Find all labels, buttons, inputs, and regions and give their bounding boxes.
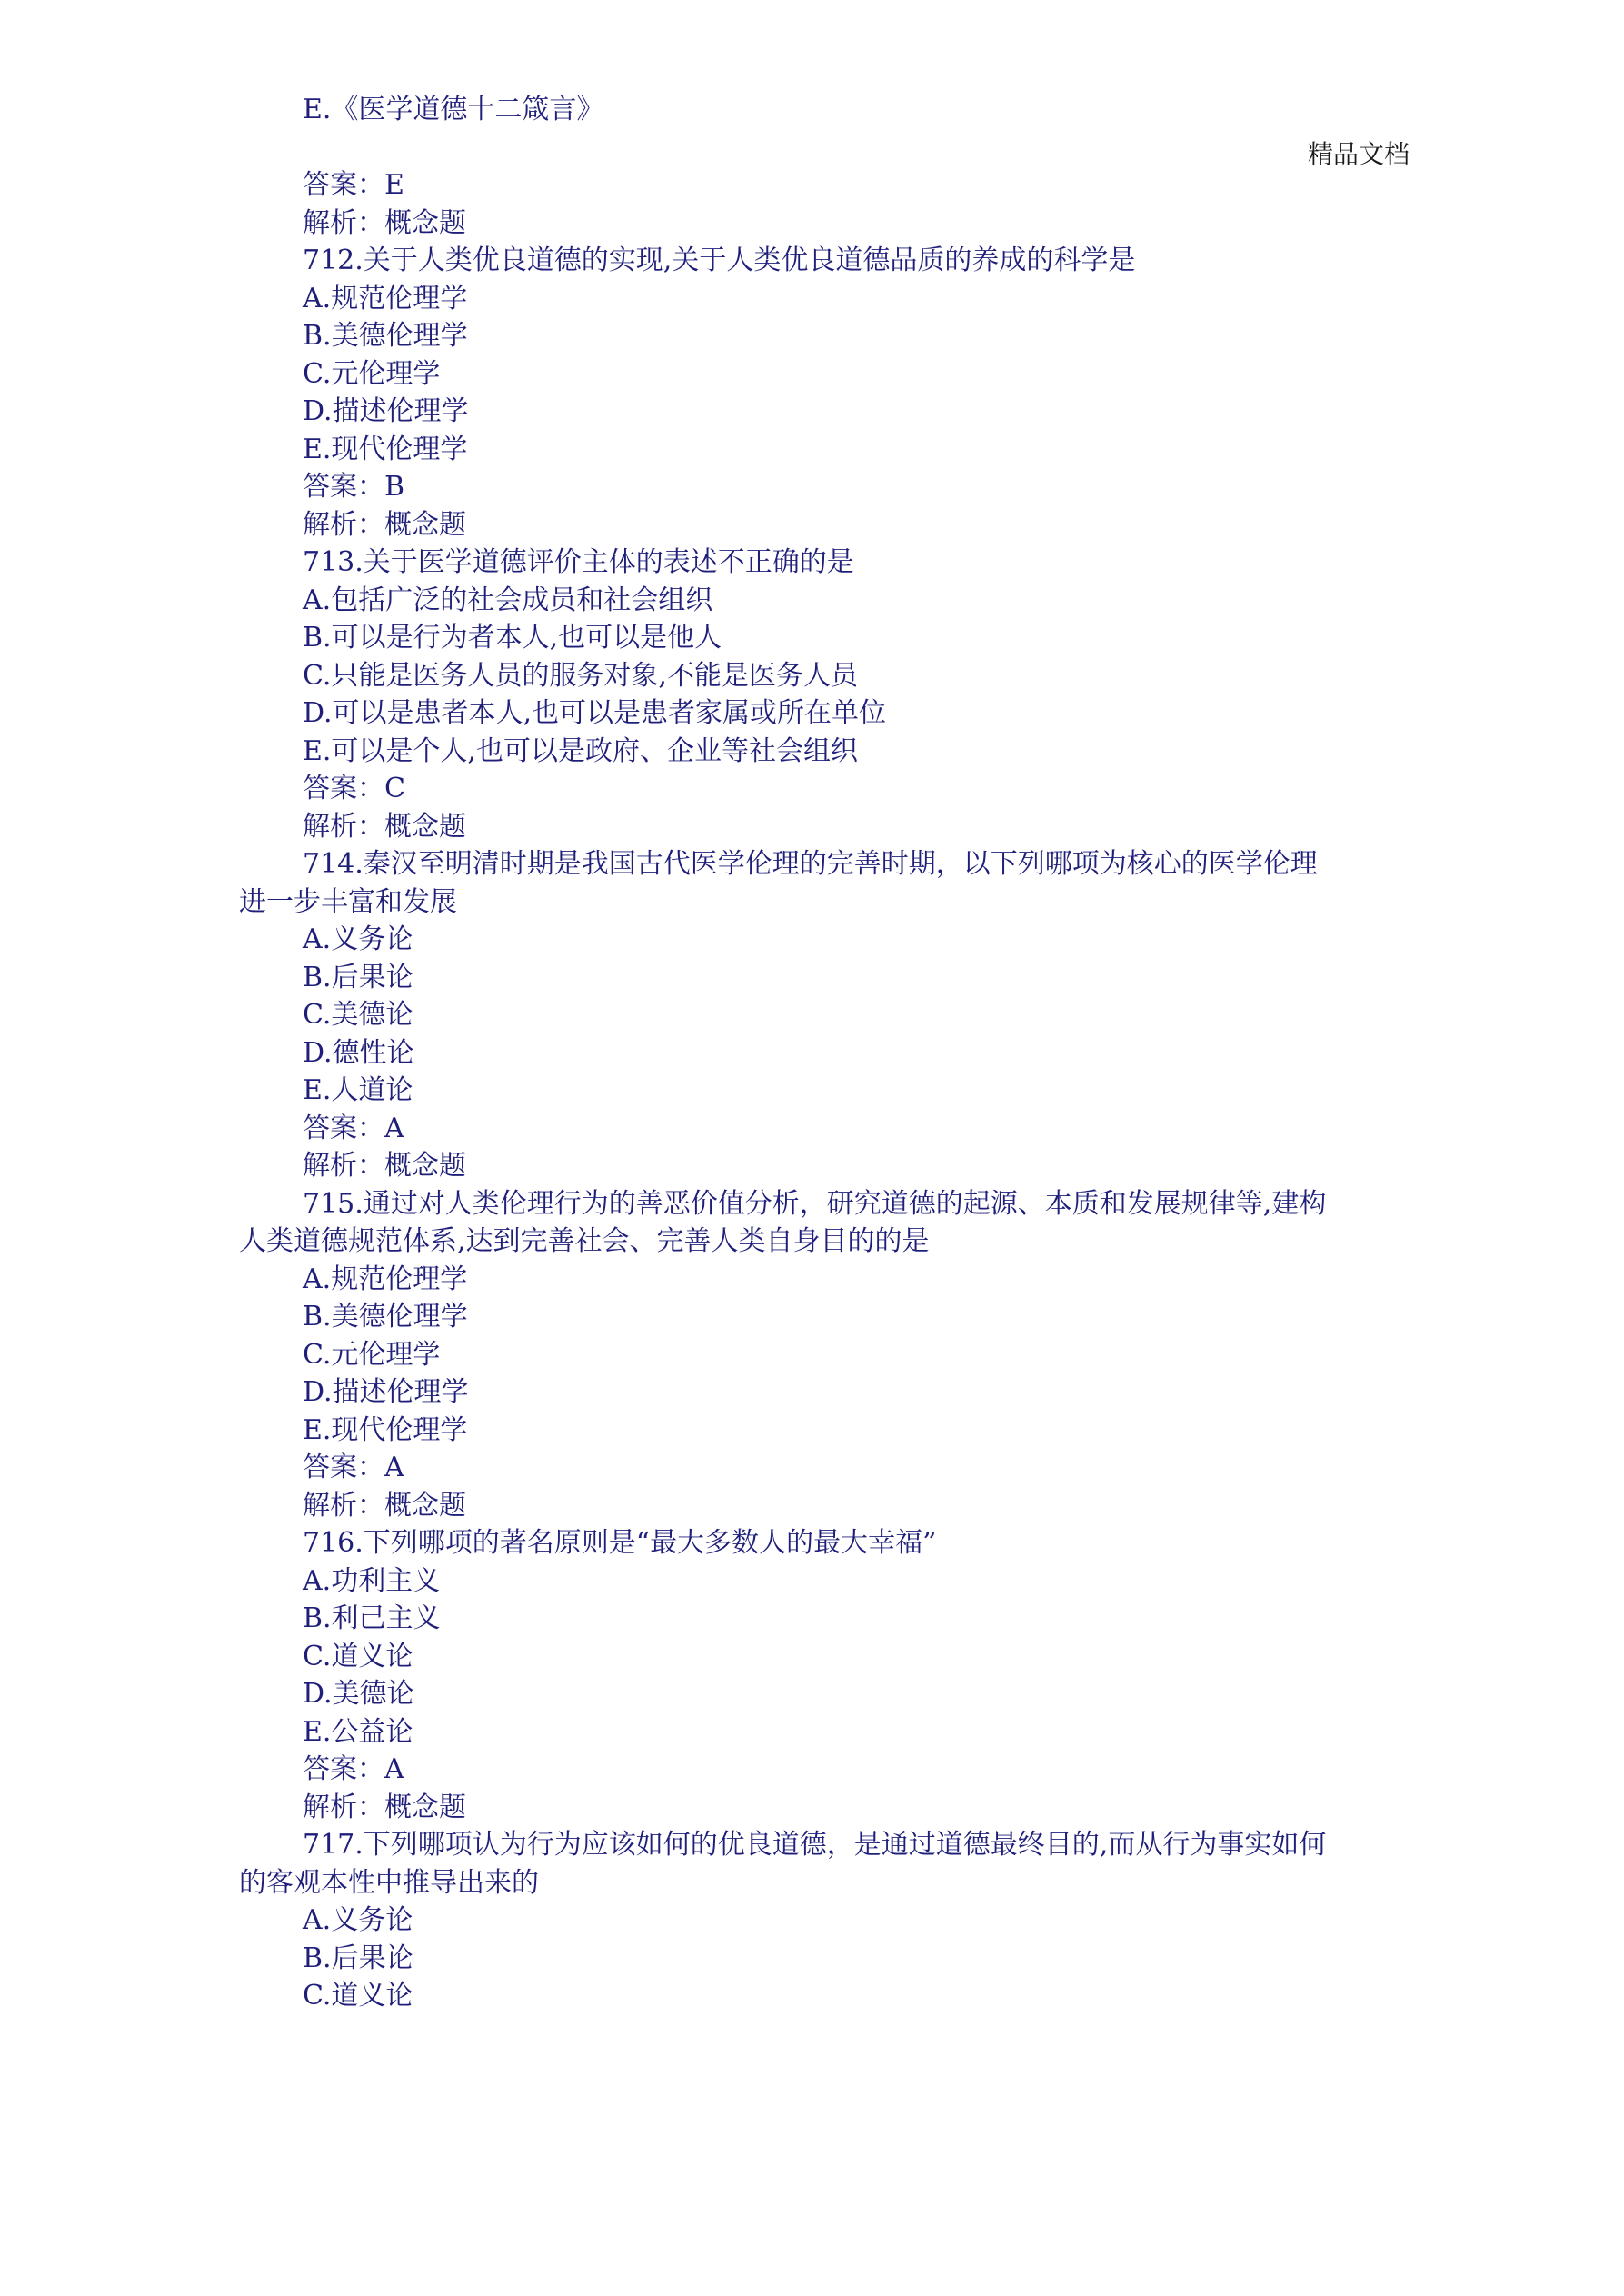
text-line: E.《医学道德十二箴言》 xyxy=(303,94,604,125)
text-line: 答案：A xyxy=(303,1753,404,1785)
text-line: C.美德论 xyxy=(303,999,413,1031)
text-line: D.描述伦理学 xyxy=(303,1376,469,1408)
text-line: D.德性论 xyxy=(303,1036,414,1069)
text-line: C.元伦理学 xyxy=(303,357,441,390)
text-line: 712.关于人类优良道德的实现,关于人类优良道德品质的养成的科学是 xyxy=(303,245,1136,276)
text-line: C.道义论 xyxy=(303,1640,413,1672)
text-line: E.公益论 xyxy=(303,1715,413,1748)
text-line: B.可以是行为者本人,也可以是他人 xyxy=(303,622,722,654)
text-line: 解析：概念题 xyxy=(303,1791,466,1823)
text-line: B.后果论 xyxy=(303,1942,413,1974)
text-line: C.元伦理学 xyxy=(303,1338,441,1371)
text-line: 解析：概念题 xyxy=(303,1150,466,1182)
text-line: 解析：概念题 xyxy=(303,810,466,843)
text-line: 答案：C xyxy=(303,773,405,804)
text-line: 解析：概念题 xyxy=(303,508,466,541)
text-line: 答案：E xyxy=(303,169,404,201)
header-label: 精品文档 xyxy=(1307,139,1410,169)
text-line: 进一步丰富和发展 xyxy=(239,885,457,918)
text-line: 解析：概念题 xyxy=(303,1489,466,1522)
text-line: 解析：概念题 xyxy=(303,206,466,239)
text-line: C.只能是医务人员的服务对象,不能是医务人员 xyxy=(303,659,858,692)
text-line: 答案：A xyxy=(303,1112,404,1144)
text-line: 答案：A xyxy=(303,1452,404,1483)
text-line: 716.下列哪项的著名原则是“最大多数人的最大幸福” xyxy=(303,1527,937,1559)
text-line: B.美德伦理学 xyxy=(303,320,468,352)
text-line: 的客观本性中推导出来的 xyxy=(239,1866,539,1899)
text-line: 答案：B xyxy=(303,471,405,503)
text-line: 717.下列哪项认为行为应该如何的优良道德，是通过道德最终目的,而从行为事实如何 xyxy=(303,1829,1327,1861)
text-line: A.义务论 xyxy=(303,923,413,955)
text-line: 713.关于医学道德评价主体的表述不正确的是 xyxy=(303,546,854,578)
text-line: E.人道论 xyxy=(303,1074,413,1106)
text-line: B.后果论 xyxy=(303,961,413,993)
text-line: A.规范伦理学 xyxy=(303,282,468,314)
text-line: 714.秦汉至明清时期是我国古代医学伦理的完善时期，以下列哪项为核心的医学伦理 xyxy=(303,848,1318,880)
text-line: A.功利主义 xyxy=(303,1564,441,1597)
text-line: B.美德伦理学 xyxy=(303,1301,468,1333)
text-line: E.现代伦理学 xyxy=(303,1413,468,1446)
text-line: 人类道德规范体系,达到完善社会、完善人类自身目的的是 xyxy=(239,1225,930,1257)
blank-line xyxy=(239,129,1411,167)
document-body xyxy=(239,91,1411,2015)
text-line: D.美德论 xyxy=(303,1678,414,1710)
text-line: A.包括广泛的社会成员和社会组织 xyxy=(303,584,713,616)
text-line: B.利己主义 xyxy=(303,1602,441,1634)
text-line: A.义务论 xyxy=(303,1904,413,1936)
text-line: C.道义论 xyxy=(303,1980,413,2011)
text-line: E.可以是个人,也可以是政府、企业等社会组织 xyxy=(303,734,858,767)
text-line: D.描述伦理学 xyxy=(303,395,469,427)
text-line: 715.通过对人类伦理行为的善恶价值分析，研究道德的起源、本质和发展规律等,建构 xyxy=(303,1187,1327,1220)
text-line: D.可以是患者本人,也可以是患者家属或所在单位 xyxy=(303,697,887,729)
text-line: A.规范伦理学 xyxy=(303,1263,468,1295)
text-line: E.现代伦理学 xyxy=(303,433,468,465)
